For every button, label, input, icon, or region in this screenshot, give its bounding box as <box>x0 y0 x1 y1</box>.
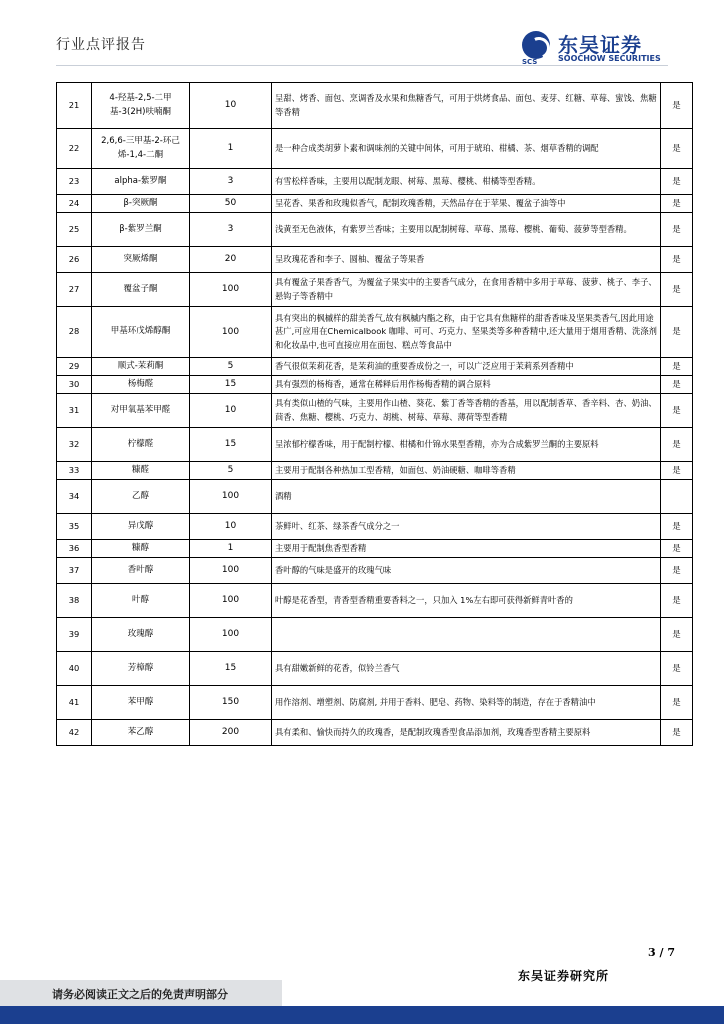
row-number-cell: 27 <box>57 273 92 307</box>
amount-cell: 5 <box>190 358 272 376</box>
ingredient-name-cell: 香叶醇 <box>92 558 190 584</box>
description-cell: 呈甜、烤香、面包、烹调香及水果和焦糖香气，可用于烘烤食品、面包、麦芽、红糖、草莓、蜜饯、焦糖等香精 <box>272 83 661 129</box>
description-cell: 香气很似茉莉花香，是茉莉油的重要香成份之一，可以广泛应用于茉莉系列香精中 <box>272 358 661 376</box>
logo-english-name: SOOCHOW SECURITIES <box>558 54 661 63</box>
table-row <box>57 307 693 358</box>
ingredient-name-cell: 对甲氧基苯甲醛 <box>92 394 190 428</box>
ingredient-name-cell: β-紫罗兰酮 <box>92 213 190 247</box>
ingredient-name-cell: 玫瑰醇 <box>92 618 190 652</box>
approved-flag-cell: 是 <box>661 247 693 273</box>
header-divider <box>56 65 668 66</box>
row-number-cell: 32 <box>57 428 92 462</box>
soochow-logo-icon <box>522 31 550 59</box>
amount-cell: 1 <box>190 129 272 169</box>
ingredient-name-cell: 糠醛 <box>92 462 190 480</box>
approved-flag-cell: 是 <box>661 618 693 652</box>
ingredient-name-cell: 4-羟基-2,5-二甲基-3(2H)呋喃酮 <box>92 83 190 129</box>
description-cell: 具有突出的枫槭样的甜美香气,故有枫槭内酯之称，由于它具有焦糖样的甜香香味及坚果类香气,因此用途甚广,可应用在Chemicalbook 咖啡、可可、巧克力、坚果类等多种香精中,还大量用于烟用香精、洗涤剂和化妆品中,也可直接应用在面包、糕点等食品中 <box>272 307 661 358</box>
ingredient-name-cell: 突厥烯酮 <box>92 247 190 273</box>
amount-cell: 100 <box>190 480 272 514</box>
amount-cell: 100 <box>190 584 272 618</box>
approved-flag-cell: 是 <box>661 169 693 195</box>
approved-flag-cell: 是 <box>661 195 693 213</box>
table-row <box>57 129 693 169</box>
table-row <box>57 584 693 618</box>
amount-cell: 50 <box>190 195 272 213</box>
approved-flag-cell: 是 <box>661 462 693 480</box>
row-number-cell: 21 <box>57 83 92 129</box>
approved-flag-cell: 是 <box>661 213 693 247</box>
approved-flag-cell: 是 <box>661 540 693 558</box>
amount-cell: 20 <box>190 247 272 273</box>
approved-flag-cell: 是 <box>661 428 693 462</box>
amount-cell: 100 <box>190 273 272 307</box>
table-row <box>57 83 693 129</box>
approved-flag-cell: 是 <box>661 83 693 129</box>
page-number: 3 / 7 <box>648 946 675 959</box>
approved-flag-cell: 是 <box>661 273 693 307</box>
row-number-cell: 30 <box>57 376 92 394</box>
table-row <box>57 720 693 746</box>
ingredient-name-cell: 苯甲醇 <box>92 686 190 720</box>
research-institute-name: 东吴证券研究所 <box>518 969 610 983</box>
approved-flag-cell: 是 <box>661 720 693 746</box>
ingredient-name-cell: alpha-紫罗酮 <box>92 169 190 195</box>
soochow-logo <box>522 31 672 65</box>
table-row <box>57 686 693 720</box>
row-number-cell: 24 <box>57 195 92 213</box>
description-cell: 呈玫瑰花香和李子、圆柚、覆盆子等果香 <box>272 247 661 273</box>
description-cell: 是一种合成类胡萝卜素和调味剂的关键中间体，可用于琥珀、柑橘、茶、烟草香精的调配 <box>272 129 661 169</box>
amount-cell: 5 <box>190 462 272 480</box>
table-row <box>57 247 693 273</box>
row-number-cell: 22 <box>57 129 92 169</box>
table-row <box>57 462 693 480</box>
approved-flag-cell: 是 <box>661 129 693 169</box>
table-row <box>57 358 693 376</box>
table-row <box>57 273 693 307</box>
row-number-cell: 34 <box>57 480 92 514</box>
amount-cell: 15 <box>190 428 272 462</box>
table-row <box>57 195 693 213</box>
description-cell: 具有类似山楂的气味，主要用作山楂、葵花、紫丁香等香精的香基，用以配制香草、香辛料、杏、奶油、茴香、焦糖、樱桃、巧克力、胡桃、树莓、草莓、薄荷等型香精 <box>272 394 661 428</box>
row-number-cell: 26 <box>57 247 92 273</box>
amount-cell: 100 <box>190 618 272 652</box>
amount-cell: 10 <box>190 394 272 428</box>
table-row <box>57 540 693 558</box>
approved-flag-cell: 是 <box>661 358 693 376</box>
row-number-cell: 33 <box>57 462 92 480</box>
ingredient-name-cell: 苯乙醇 <box>92 720 190 746</box>
approved-flag-cell: 是 <box>661 514 693 540</box>
description-cell: 主要用于配制焦香型香精 <box>272 540 661 558</box>
ingredient-name-cell: 异戊醇 <box>92 514 190 540</box>
row-number-cell: 25 <box>57 213 92 247</box>
ingredient-name-cell: 2,6,6-三甲基-2-环己烯-1,4-二酮 <box>92 129 190 169</box>
report-type-title: 行业点评报告 <box>56 37 146 53</box>
amount-cell: 150 <box>190 686 272 720</box>
table-row <box>57 480 693 514</box>
approved-flag-cell: 是 <box>661 394 693 428</box>
table-row <box>57 618 693 652</box>
approved-flag-cell: 是 <box>661 584 693 618</box>
description-cell: 茶鲜叶、红茶、绿茶香气成分之一 <box>272 514 661 540</box>
logo-chinese-name: 东吴证券 <box>558 33 642 57</box>
amount-cell: 100 <box>190 307 272 358</box>
table-row <box>57 428 693 462</box>
description-cell: 具有强烈的杨梅香，通常在稀释后用作杨梅香精的调合原料 <box>272 376 661 394</box>
row-number-cell: 28 <box>57 307 92 358</box>
description-cell: 呈花香、果香和玫瑰似香气，配制玫瑰香精，天然品存在于苹果、覆盆子油等中 <box>272 195 661 213</box>
ingredient-name-cell: β-突厥酮 <box>92 195 190 213</box>
ingredient-name-cell: 柠檬醛 <box>92 428 190 462</box>
ingredient-name-cell: 覆盆子酮 <box>92 273 190 307</box>
description-cell: 浅黄至无色液体，有紫罗兰香味；主要用以配制树莓、草莓、黑莓、樱桃、葡萄、菠萝等型香精。 <box>272 213 661 247</box>
description-cell: 用作溶剂、增塑剂、防腐剂, 并用于香料、肥皂、药物、染料等的制造，存在于香精油中 <box>272 686 661 720</box>
description-cell: 有雪松样香味，主要用以配制龙眼、树莓、黑莓、樱桃、柑橘等型香精。 <box>272 169 661 195</box>
approved-flag-cell: 是 <box>661 686 693 720</box>
ingredient-name-cell: 杨梅醛 <box>92 376 190 394</box>
row-number-cell: 36 <box>57 540 92 558</box>
table-row <box>57 169 693 195</box>
amount-cell: 15 <box>190 652 272 686</box>
approved-flag-cell: 是 <box>661 652 693 686</box>
row-number-cell: 31 <box>57 394 92 428</box>
approved-flag-cell: 是 <box>661 558 693 584</box>
ingredient-name-cell: 甲基环戊烯醇酮 <box>92 307 190 358</box>
description-cell: 酒精 <box>272 480 661 514</box>
logo-abbreviation: SCS <box>522 58 538 66</box>
ingredient-name-cell: 顺式-茉莉酮 <box>92 358 190 376</box>
row-number-cell: 41 <box>57 686 92 720</box>
amount-cell: 200 <box>190 720 272 746</box>
amount-cell: 10 <box>190 514 272 540</box>
amount-cell: 100 <box>190 558 272 584</box>
row-number-cell: 29 <box>57 358 92 376</box>
ingredient-name-cell: 叶醇 <box>92 584 190 618</box>
table-row <box>57 652 693 686</box>
approved-flag-cell: 是 <box>661 376 693 394</box>
table-row <box>57 213 693 247</box>
table-row <box>57 514 693 540</box>
description-cell: 具有覆盆子果香香气，为覆盆子果实中的主要香气成分，在食用香精中多用于草莓、菠萝、桃子、李子、悬钩子等香精中 <box>272 273 661 307</box>
amount-cell: 15 <box>190 376 272 394</box>
amount-cell: 3 <box>190 169 272 195</box>
ingredient-name-cell: 乙醇 <box>92 480 190 514</box>
description-cell: 叶醇是花香型，青香型香精重要香料之一，只加入 1%左右即可获得新鲜青叶香的 <box>272 584 661 618</box>
row-number-cell: 40 <box>57 652 92 686</box>
row-number-cell: 38 <box>57 584 92 618</box>
approved-flag-cell: 是 <box>661 307 693 358</box>
row-number-cell: 39 <box>57 618 92 652</box>
description-cell: 主要用于配制各种热加工型香精，如面包、奶油硬糖、咖啡等香精 <box>272 462 661 480</box>
table-row <box>57 376 693 394</box>
ingredient-name-cell: 芳樟醇 <box>92 652 190 686</box>
flavor-ingredient-table <box>56 82 693 746</box>
description-cell: 具有柔和、愉快而持久的玫瑰香，是配制玫瑰香型食品添加剂，玫瑰香型香精主要原料 <box>272 720 661 746</box>
row-number-cell: 23 <box>57 169 92 195</box>
row-number-cell: 42 <box>57 720 92 746</box>
approved-flag-cell <box>661 480 693 514</box>
amount-cell: 1 <box>190 540 272 558</box>
description-cell: 具有甜嫩新鲜的花香，似铃兰香气 <box>272 652 661 686</box>
amount-cell: 10 <box>190 83 272 129</box>
ingredient-name-cell: 糠醇 <box>92 540 190 558</box>
row-number-cell: 37 <box>57 558 92 584</box>
amount-cell: 3 <box>190 213 272 247</box>
description-cell: 香叶醇的气味是盛开的玫瑰气味 <box>272 558 661 584</box>
table-row <box>57 394 693 428</box>
description-cell: 呈浓郁柠檬香味，用于配制柠檬、柑橘和什锦水果型香精，亦为合成紫罗兰酮的主要原料 <box>272 428 661 462</box>
description-cell <box>272 618 661 652</box>
disclaimer-note: 请务必阅读正文之后的免责声明部分 <box>52 988 228 1001</box>
row-number-cell: 35 <box>57 514 92 540</box>
table-row <box>57 558 693 584</box>
footer-bar <box>0 1006 724 1024</box>
